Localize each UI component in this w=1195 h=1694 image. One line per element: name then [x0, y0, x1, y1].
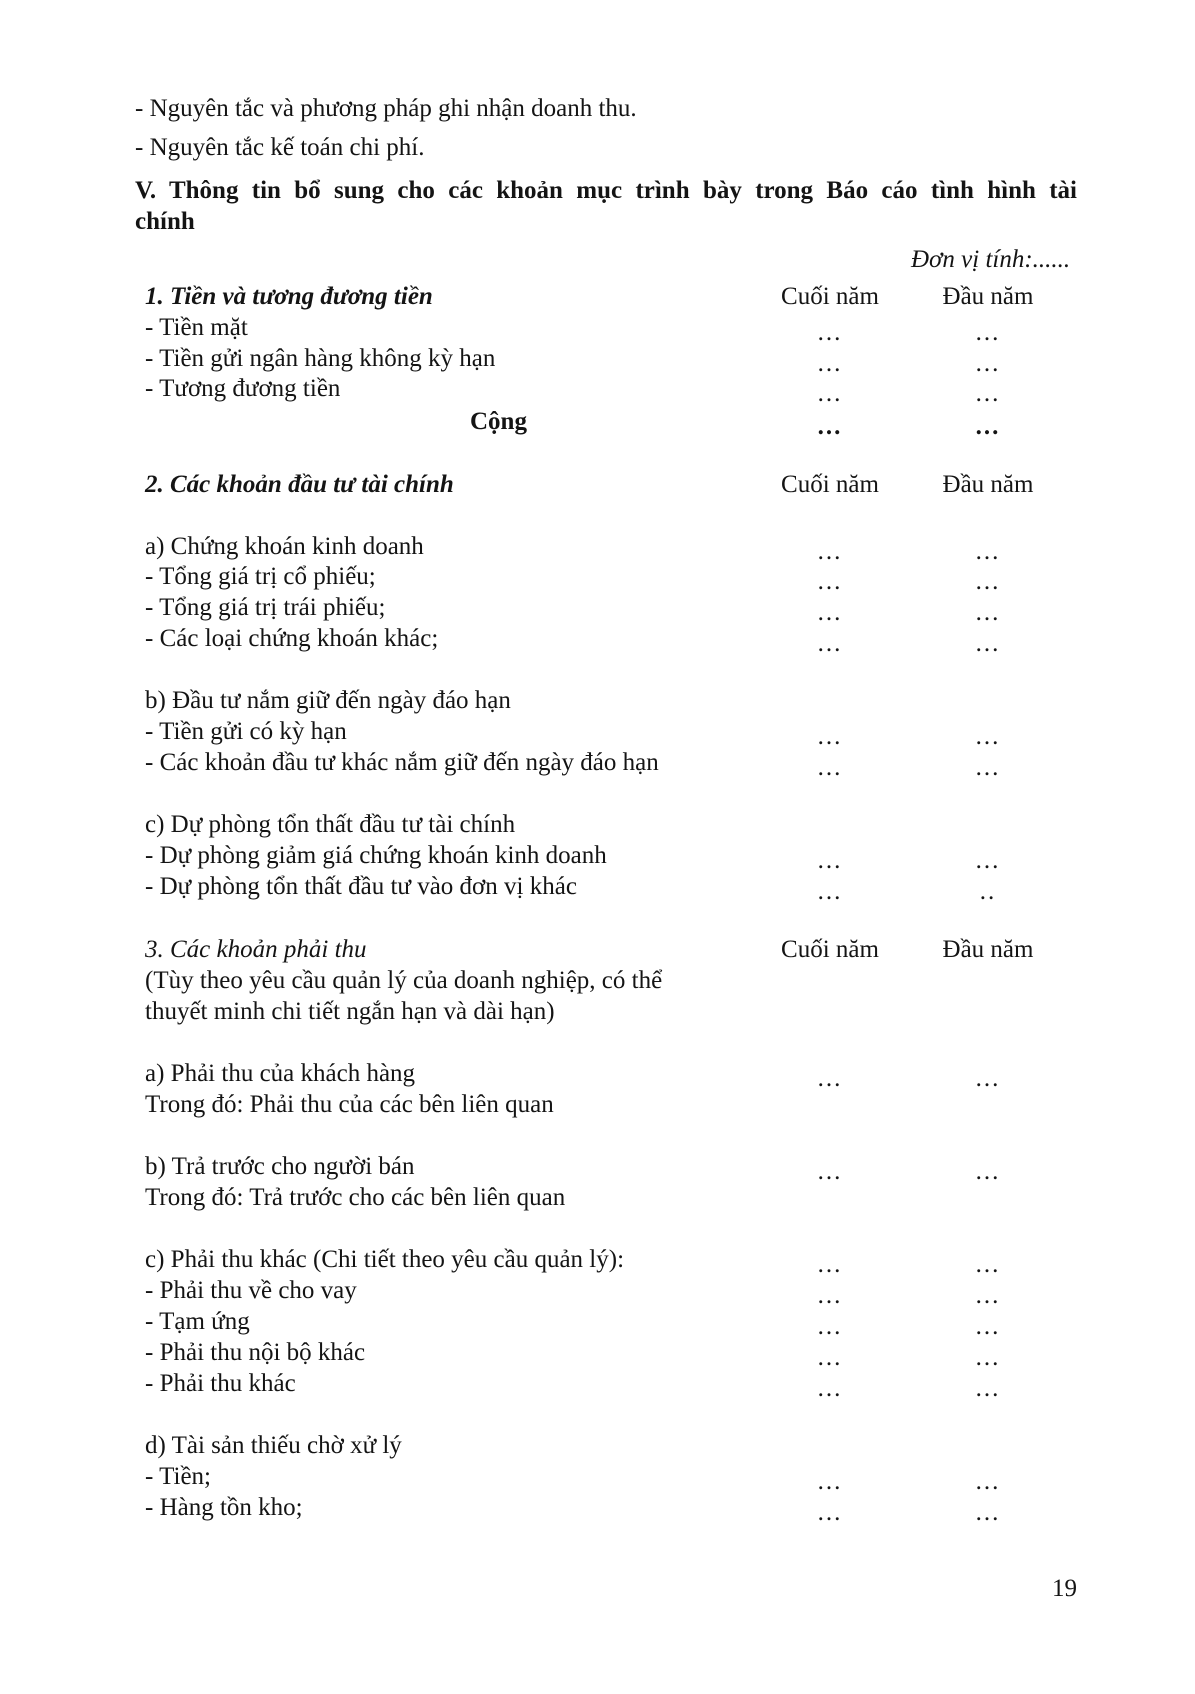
part2-a-row-label: - Tổng giá trị trái phiếu;	[145, 594, 386, 621]
part2-c-label: c) Dự phòng tổn thất đầu tư tài chính	[145, 811, 516, 838]
part1-row-end-value: ...	[817, 319, 843, 346]
part2-c-row-end-value: ...	[817, 847, 843, 874]
part3-note-line-2: thuyết minh chi tiết ngắn hạn và dài hạn)	[145, 998, 555, 1025]
part2-a-row-start-value: ...	[975, 599, 1001, 626]
part2-c-row-label: - Dự phòng tổn thất đầu tư vào đơn vị khác	[145, 873, 577, 900]
part2-a-row-label: - Các loại chứng khoán khác;	[145, 625, 439, 652]
part2-a-row-end-value: ...	[817, 568, 843, 595]
part3-a-start-value: ...	[975, 1065, 1001, 1092]
part2-a-start-value: ...	[975, 538, 1001, 565]
part2-b-row-start-value: ...	[975, 754, 1001, 781]
part2-a-end-value: ...	[817, 538, 843, 565]
part1-total-end-value: ...	[817, 413, 843, 440]
part3-d-row-label: - Tiền;	[145, 1463, 212, 1490]
part3-a-sub: Trong đó: Phải thu của các bên liên quan	[145, 1091, 554, 1118]
part2-b-row-label: - Tiền gửi có kỳ hạn	[145, 718, 347, 745]
part3-b-start-value: ...	[975, 1158, 1001, 1185]
part1-row-label: - Tiền gửi ngân hàng không kỳ hạn	[145, 345, 496, 372]
intro-line-2: - Nguyên tắc kế toán chi phí.	[135, 134, 425, 161]
part2-b-row-label: - Các khoản đầu tư khác nắm giữ đến ngày đáo hạn	[145, 749, 659, 776]
part3-c-row-start-value: ...	[975, 1375, 1001, 1402]
part2-a-row-label: - Tổng giá trị cổ phiếu;	[145, 563, 376, 590]
part3-c-row-label: - Phải thu nội bộ khác	[145, 1339, 366, 1366]
part3-c-row-end-value: ...	[817, 1313, 843, 1340]
part3-c-row-start-value: ...	[975, 1313, 1001, 1340]
part3-c-row-label: - Phải thu khác	[145, 1370, 296, 1397]
part1-row-label: - Tương đương tiền	[145, 375, 341, 402]
part2-a-row-end-value: ...	[817, 630, 843, 657]
section-title-line-2: chính	[135, 208, 195, 235]
part3-c-label: c) Phải thu khác (Chi tiết theo yêu cầu quản lý):	[145, 1246, 625, 1273]
part1-row-end-value: ...	[817, 350, 843, 377]
part3-c-row-start-value: ...	[975, 1344, 1001, 1371]
part2-b-row-start-value: ...	[975, 723, 1001, 750]
part1-col-end-year: Cuối năm	[781, 283, 879, 310]
part3-heading: 3. Các khoản phải thu	[145, 936, 367, 963]
part1-col-start-year: Đầu năm	[942, 283, 1034, 310]
part3-c-row-start-value: ...	[975, 1282, 1001, 1309]
part1-row-start-value: ...	[975, 380, 1001, 407]
part3-a-end-value: ...	[817, 1065, 843, 1092]
part3-b-label: b) Trả trước cho người bán	[145, 1153, 415, 1180]
intro-line-1: - Nguyên tắc và phương pháp ghi nhận doanh thu.	[135, 95, 637, 122]
part1-row-end-value: ...	[817, 380, 843, 407]
part1-row-start-value: ...	[975, 350, 1001, 377]
part2-c-row-label: - Dự phòng giảm giá chứng khoán kinh doanh	[145, 842, 607, 869]
part2-a-row-start-value: ...	[975, 630, 1001, 657]
part3-b-sub: Trong đó: Trả trước cho các bên liên quan	[145, 1184, 566, 1211]
part3-d-row-end-value: ...	[817, 1499, 843, 1526]
part2-c-row-start-value: ...	[975, 847, 1001, 874]
part3-col-start-year: Đầu năm	[942, 936, 1034, 963]
part2-c-row-end-value: ...	[817, 878, 843, 905]
part2-b-row-end-value: ...	[817, 723, 843, 750]
part2-a-row-start-value: ...	[975, 568, 1001, 595]
part3-c-start-value: ...	[975, 1251, 1001, 1278]
section-title-line-1: V. Thông tin bổ sung cho các khoản mục trình bày trong Báo cáo tình hình tài	[135, 177, 1077, 204]
part3-c-row-label: - Phải thu về cho vay	[145, 1277, 357, 1304]
part1-heading: 1. Tiền và tương đương tiền	[145, 283, 433, 310]
part2-b-row-end-value: ...	[817, 754, 843, 781]
part3-c-end-value: ...	[817, 1251, 843, 1278]
part2-c-row-start-value: ..	[979, 878, 997, 905]
part3-a-label: a) Phải thu của khách hàng	[145, 1060, 416, 1087]
part1-total-start-value: ...	[975, 413, 1001, 440]
page-number: 19	[1052, 1575, 1077, 1602]
part3-note-line-1: (Tùy theo yêu cầu quản lý của doanh nghiệp, có thể	[145, 967, 663, 994]
part2-col-end-year: Cuối năm	[781, 471, 879, 498]
part3-b-end-value: ...	[817, 1158, 843, 1185]
part3-d-row-label: - Hàng tồn kho;	[145, 1494, 303, 1521]
part3-c-row-label: - Tạm ứng	[145, 1308, 250, 1335]
part2-a-row-end-value: ...	[817, 599, 843, 626]
part3-d-label: d) Tài sản thiếu chờ xử lý	[145, 1432, 402, 1459]
part2-col-start-year: Đầu năm	[942, 471, 1034, 498]
part3-d-row-end-value: ...	[817, 1468, 843, 1495]
unit-label: Đơn vị tính:......	[911, 246, 1071, 273]
part2-a-label: a) Chứng khoán kinh doanh	[145, 533, 424, 560]
part3-c-row-end-value: ...	[817, 1282, 843, 1309]
part3-d-row-start-value: ...	[975, 1499, 1001, 1526]
part3-d-row-start-value: ...	[975, 1468, 1001, 1495]
part2-b-label: b) Đầu tư nắm giữ đến ngày đáo hạn	[145, 687, 511, 714]
part3-col-end-year: Cuối năm	[781, 936, 879, 963]
part3-c-row-end-value: ...	[817, 1375, 843, 1402]
part1-total-label: Cộng	[470, 408, 527, 435]
part2-heading: 2. Các khoản đầu tư tài chính	[145, 471, 454, 498]
part1-row-start-value: ...	[975, 319, 1001, 346]
part3-c-row-end-value: ...	[817, 1344, 843, 1371]
part1-row-label: - Tiền mặt	[145, 314, 248, 341]
